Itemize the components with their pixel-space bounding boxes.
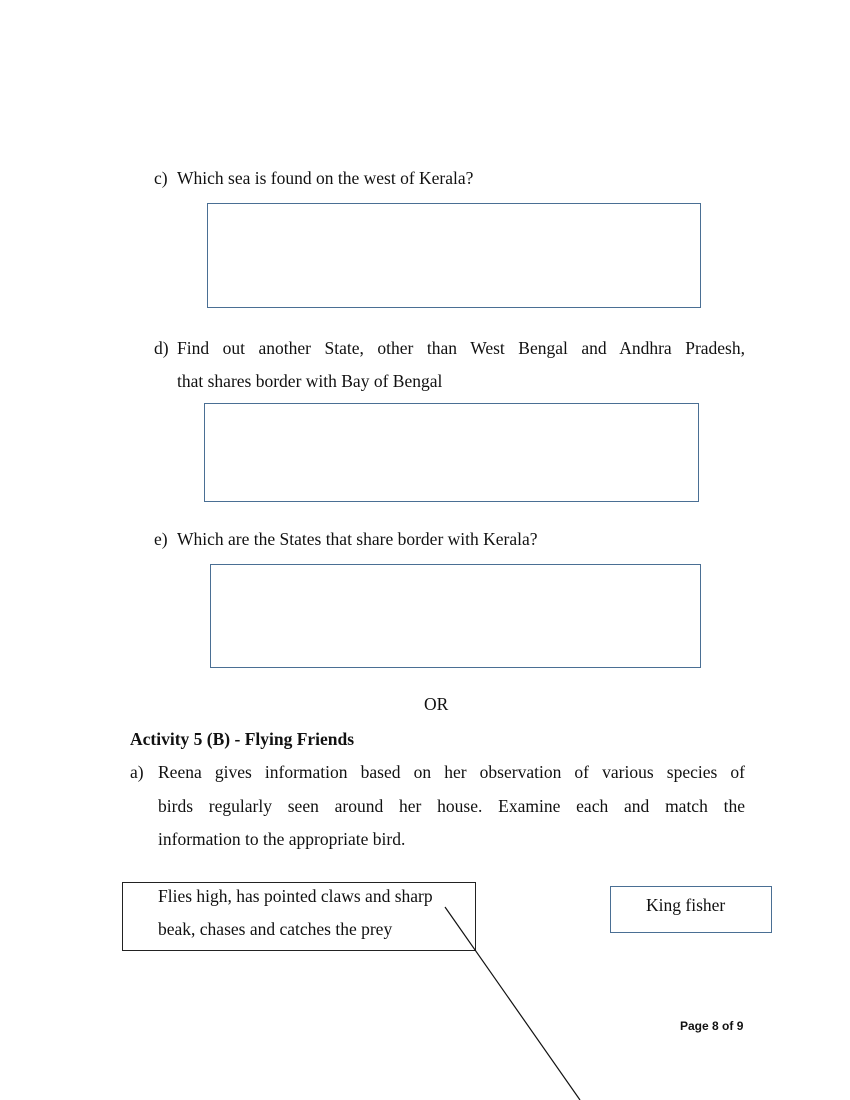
page-number	[680, 1019, 743, 1033]
bird-name: King fisher	[646, 895, 726, 915]
page-prefix: Page	[680, 1019, 713, 1033]
question-a-line1: Reena gives information based on her observation of various species of	[158, 762, 745, 782]
connector-line	[445, 907, 580, 1100]
question-c-label: c)	[154, 168, 168, 188]
page-sep: of	[718, 1019, 737, 1033]
question-a-line3: information to the appropriate bird.	[158, 829, 406, 849]
question-e-text: Which are the States that share border with Kerala?	[177, 529, 538, 549]
question-e-label: e)	[154, 529, 168, 549]
question-d-line2: that shares border with Bay of Bengal	[177, 371, 443, 391]
question-d-line1: Find out another State, other than West Bengal and Andhra Pradesh,	[177, 338, 745, 358]
page-current: 8	[712, 1019, 719, 1033]
info-line2: beak, chases and catches the prey	[158, 919, 393, 939]
question-a-line2: birds regularly seen around her house. Examine each and match the	[158, 796, 745, 816]
page-total: 9	[736, 1019, 744, 1033]
activity-title-name: Flying Friends	[244, 729, 355, 749]
question-a-label: a)	[130, 762, 144, 782]
info-line1: Flies high, has pointed claws and sharp	[158, 886, 433, 906]
question-d-label: d)	[154, 338, 169, 358]
activity-title-prefix: Activity 5 (B) -	[130, 729, 245, 749]
or-separator: OR	[424, 694, 449, 714]
question-c-text: Which sea is found on the west of Kerala?	[177, 168, 474, 188]
